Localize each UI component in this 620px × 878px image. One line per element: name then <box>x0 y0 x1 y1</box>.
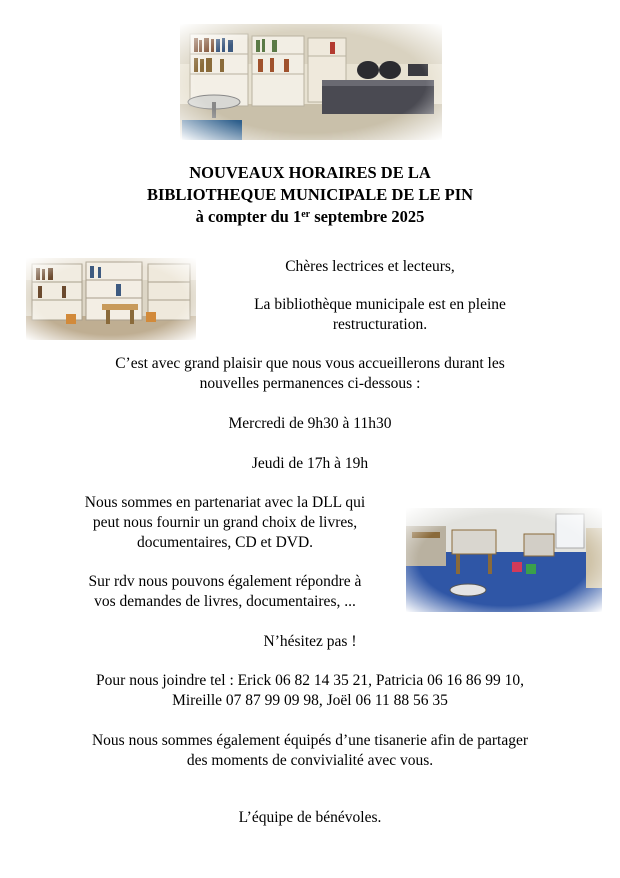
rdv-text <box>40 572 410 612</box>
intro-line-1: La bibliothèque municipale est en pleine <box>254 296 506 313</box>
contact-text <box>20 671 600 711</box>
welcome-line-2: nouvelles permanences ci-dessous : <box>199 375 421 392</box>
welcome-text <box>40 354 580 394</box>
title-line-3: à compter du 1er septembre 2025 <box>195 207 425 226</box>
welcome-line-1: C’est avec grand plaisir que nous vous accueillerons durant les <box>115 355 505 372</box>
rdv-line-2: vos demandes de livres, documentaires, ... <box>94 593 356 610</box>
contact-line-1: Pour nous joindre tel : Erick 06 82 14 35 21, Patricia 06 16 86 99 10, <box>96 672 524 689</box>
intro-line-2: restructuration. <box>332 316 428 333</box>
contact-line-2: Mireille 07 87 99 09 98, Joël 06 11 88 56 35 <box>172 692 448 709</box>
greeting: Chères lectrices et lecteurs, <box>285 258 455 275</box>
library-room-photo <box>406 508 602 612</box>
library-office-photo <box>180 24 442 140</box>
tisanerie-text <box>20 731 600 771</box>
signature: L’équipe de bénévoles. <box>238 809 382 826</box>
rdv-line-1: Sur rdv nous pouvons également répondre à <box>88 573 362 590</box>
schedule-wednesday: Mercredi de 9h30 à 11h30 <box>228 415 392 432</box>
title-line-2: BIBLIOTHEQUE MUNICIPALE DE LE PIN <box>146 185 474 204</box>
page-title <box>80 162 540 228</box>
partnership-line-1: Nous sommes en partenariat avec la DLL qui <box>84 494 366 511</box>
partnership-line-3: documentaires, CD et DVD. <box>136 534 314 551</box>
tisanerie-line-2: des moments de convivialité avec vous. <box>186 752 434 769</box>
partnership-line-2: peut nous fournir un grand choix de livres, <box>92 514 358 531</box>
title-line-1: NOUVEAUX HORAIRES DE LA <box>189 163 431 182</box>
hesitate-text: N’hésitez pas ! <box>263 633 357 650</box>
tisanerie-line-1: Nous nous sommes également équipés d’une tisanerie afin de partager <box>91 732 528 749</box>
schedule-thursday: Jeudi de 17h à 19h <box>251 455 369 472</box>
partnership-text <box>40 493 410 553</box>
intro-text <box>210 295 550 335</box>
library-shelves-photo <box>26 258 196 340</box>
